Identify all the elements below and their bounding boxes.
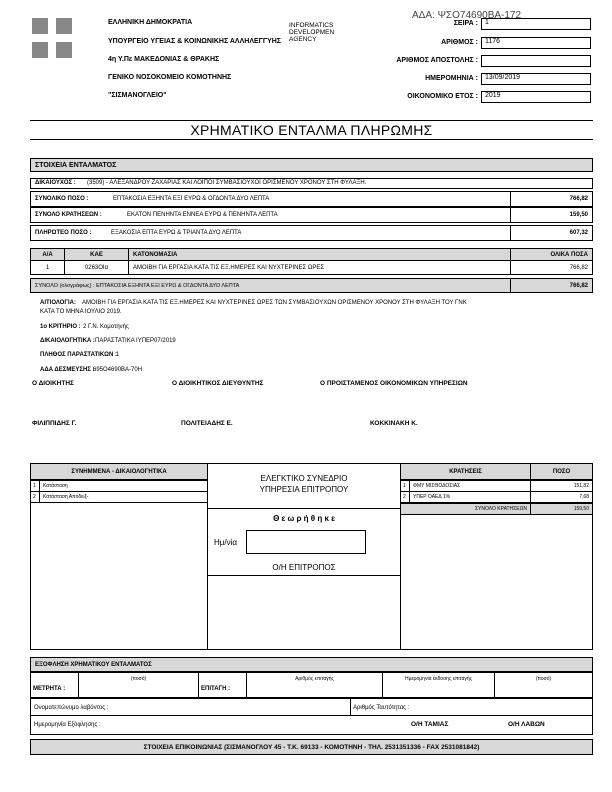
deduction-number: 1	[400, 480, 410, 492]
number-label: ΑΡΙΘΜΟΣ :	[441, 39, 478, 46]
items-total-value: 766,82	[510, 278, 593, 293]
docs-label: ΔΙΚΑΙΟΛΟΓΗΤΙΚΑ :	[40, 338, 95, 344]
id-number-label: Αριθμός Ταυτότητας :	[353, 705, 410, 711]
court-service: ΥΠΗΡΕΣΙΑ ΕΠΙΤΡΟΠΟΥ	[259, 485, 349, 494]
dispatch-number-value	[481, 55, 591, 67]
deductions-value: 159,50	[510, 207, 593, 223]
signatory-name: ΠΟΛΙΤΕΙΑΔΗΣ Ε.	[181, 420, 233, 427]
items-total-words: ΣΥΝΟΛΟ (ολογράφως) : ΕΠΤΑΚΟΣΙΑ ΕΞΗΝΤΑ ΕΞΙ ΕΥΡΩ & ΟΓΔΟΝΤΑ ΔΥΟ ΛΕΠΤΑ	[30, 278, 511, 293]
deduction-amount-heading: ΠΟΣΟ	[530, 463, 593, 480]
signatory-name: ΦΙΛΙΠΠΙΔΗΣ Γ.	[32, 420, 77, 427]
beneficiary-value: (3509) - ΑΛΕΞΑΝΔΡΟΥ ΖΑΧΑΡΙΑΣ ΚΑΙ ΛΟΙΠΟΙ ΣΥΜΒΑΣΙΟΥΧΟΙ ΟΡΙΣΜΕΝΟΥ ΧΡΟΝΟΥ ΣΤΗ ΦΥΛΑΞΗ.	[87, 180, 367, 186]
col-header-kae: ΚΑΕ	[64, 248, 129, 261]
payable-value: 607,32	[510, 225, 593, 241]
attachment-number: 1	[30, 480, 40, 492]
total-amount-label: ΣΥΝΟΛΙΚΟ ΠΟΣΟ :	[35, 196, 89, 202]
payment-heading: ΕΞΟΦΛΗΣΗ ΧΡΗΜΑΤΙΚΟΥ ΕΝΤΑΛΜΑΤΟΣ	[30, 657, 593, 672]
col-header-aa: Α/Α	[30, 248, 65, 261]
fiscal-year-value: 2019	[481, 91, 591, 103]
total-amount-words: ΕΠΤΑΚΟΣΙΑ ΕΞΗΝΤΑ ΕΞΙ ΕΥΡΩ & ΟΓΔΟΝΤΑ ΔΥΟ ΛΕΠΤΑ	[113, 196, 270, 202]
col-header-description: ΚΑΤΟΝΟΜΑΣΙΑ	[128, 248, 511, 261]
col-header-amount: ΟΛΙΚΑ ΠΟΣΑ	[510, 248, 593, 261]
org-line: ΥΠΟΥΡΓΕΙΟ ΥΓΕΙΑΣ & ΚΟΙΝΩΝΙΚΗΣ ΑΛΛΗΛΕΓΓΥΗΣ	[108, 38, 282, 45]
deduction-amount: 151,82	[530, 480, 593, 492]
approved-label: Θ ε ω ρ ή θ η κ ε	[273, 514, 335, 523]
cash-label-cell	[30, 672, 79, 698]
org-line: 4η Υ.Πε ΜΑΚΕΔΟΝΙΑΣ & ΘΡΑΚΗΣ	[108, 56, 220, 63]
date-value: 13/09/2019	[481, 73, 591, 85]
cheque-number-field[interactable]: Αριθμός επιταγής	[246, 672, 383, 698]
signature-role: Ο ΔΙΟΙΚΗΤΗΣ	[32, 380, 74, 387]
cash-label: ΜΕΤΡΗΤΑ :	[33, 686, 66, 692]
docs-value: ΠΑΡΑΣΤΑΤΙΚΑ ΙΥΠΕΡ07/2019	[95, 338, 176, 344]
attachment-number: 2	[30, 491, 40, 503]
org-line: ΓΕΝΙΚΟ ΝΟΣΟΚΟΜΕΙΟ ΚΟΜΟΤΗΝΗΣ	[108, 74, 232, 81]
series-value: 1	[481, 18, 591, 30]
deduction-number: 2	[400, 491, 410, 503]
cheque-amount-field[interactable]: (ποσό)	[494, 672, 593, 698]
count-value: 1	[116, 352, 120, 358]
deductions-label: ΣΥΝΟΛΟ ΚΡΑΤΗΣΕΩΝ :	[35, 212, 102, 218]
count-label: ΠΛΗΘΟΣ ΠΑΡΑΣΤΑΤΙΚΩΝ :	[40, 352, 117, 358]
payable-text-cell	[30, 225, 511, 241]
row-description: ΑΜΟΙΒΗ ΓΙΑ ΕΡΓΑΣΙΑ ΚΑΤΑ ΤΙΣ ΕΞ.ΗΜΕΡΕΣ ΚΑΙ ΝΥΧΤΕΡΙΝΕΣ ΩΡΕΣ	[128, 260, 511, 275]
date-label: ΗΜΕΡΟΜΗΝΙΑ :	[425, 75, 478, 82]
beneficiary-label: ΔΙΚΑΙΟΥΧΟΣ :	[35, 180, 76, 186]
attachment-item: Κατάσταση	[39, 480, 208, 492]
org-line: "ΣΙΣΜΑΝΟΓΛΕΙΟ"	[108, 92, 167, 99]
beneficiary-row	[30, 178, 593, 189]
criterion-label: 1ο ΚΡΙΤΗΡΙΟ :	[40, 324, 81, 330]
ada-commitment-value: 695Ο4690ΒΑ-70Η	[93, 367, 143, 373]
cross-logo	[32, 18, 72, 58]
title-bar	[30, 120, 593, 140]
contact-footer: ΣΤΟΙΧΕΙΑ ΕΠΙΚΟΙΝΩΝΙΑΣ (ΣΙΣΜΑΝΟΓΛΟΥ 45 - Τ.Κ. 69133 - ΚΟΜΟΤΗΝΗ - ΤΗΛ. 2531351336 - FAX 2531081842)	[30, 739, 593, 755]
approval-date-label: Ημ/νία	[214, 538, 238, 547]
payable-words: ΕΞΑΚΟΣΙΑ ΕΠΤΑ ΕΥΡΩ & ΤΡΙΑΝΤΑ ΔΥΟ ΛΕΠΤΑ	[111, 230, 242, 236]
digital-signature-stamp: INFORMATICS DEVELOPMEN AGENCY	[289, 22, 335, 43]
attachment-item: Κατάσταση Απόδειξ-	[39, 491, 208, 503]
payable-label: ΠΛΗΡΩΤΕΟ ΠΟΣΟ :	[35, 230, 92, 236]
ada-number: ΑΔΑ: ΨΣΟ74690ΒΑ-172	[412, 10, 522, 21]
attachments-heading: ΣΥΝΗΜΜΕΝΑ - ΔΙΚΑΙΟΛΟΓΗΤΙΚΑ	[30, 463, 208, 480]
section-heading-bar	[30, 158, 593, 172]
receiver-signature-label: Ο/Η ΛΑΒΩΝ	[508, 721, 545, 728]
row-aa: 1	[30, 260, 65, 275]
cheque-date-field[interactable]: Ημερομηνία έκδοσης επιταγής	[382, 672, 495, 698]
deductions-total-label: ΣΥΝΟΛΟ ΚΡΑΤΗΣΕΩΝ	[400, 503, 531, 515]
deductions-text-cell	[30, 207, 511, 223]
reason-label: ΑΙΤΙΟΛΟΓΙΑ:	[40, 300, 76, 306]
receiver-row	[30, 698, 593, 716]
row-kae: 0263ΟΙα	[64, 260, 129, 275]
deductions-total-value: 159,50	[530, 503, 593, 515]
receiver-name-label: Ονοματεπώνυμο λαβόντος :	[34, 705, 109, 711]
dispatch-number-label: ΑΡΙΘΜΟΣ ΑΠΟΣΤΟΛΗΣ :	[396, 57, 478, 64]
payment-date-row	[30, 715, 593, 735]
deduction-name: ΥΠΕΡ ΟΑΕΔ 1%	[409, 491, 531, 503]
criterion-value: 2 Γ.Ν. Κομοτηνής	[83, 324, 129, 330]
approval-date-field[interactable]	[246, 530, 366, 554]
row-amount: 766,82	[510, 260, 593, 275]
cheque-label: ΕΠΙΤΑΓΗ :	[201, 686, 231, 692]
cashier-label: Ο/Η ΤΑΜΙΑΣ	[411, 721, 449, 728]
deduction-amount: 7,68	[530, 491, 593, 503]
cash-amount-field[interactable]: (ποσό)	[78, 672, 199, 698]
fiscal-year-label: ΟΙΚΟΝΟΜΙΚΟ ΕΤΟΣ :	[407, 93, 478, 100]
reason-text-cont: ΚΑΤΑ ΤΟ ΜΗΝΑ ΙΟΥΛΙΟ 2019.	[40, 309, 122, 315]
document-title: ΧΡΗΜΑΤΙΚΟ ΕΝΤΑΛΜΑ ΠΛΗΡΩΜΗΣ	[190, 122, 433, 138]
number-value: 1176	[481, 37, 591, 49]
series-label: ΣΕΙΡΑ :	[453, 20, 478, 27]
section-heading: ΣΤΟΙΧΕΙΑ ΕΝΤΑΛΜΑΤΟΣ	[35, 162, 117, 169]
total-amount-text-cell	[30, 191, 511, 207]
reason-text: ΑΜΟΙΒΗ ΓΙΑ ΕΡΓΑΣΙΑ ΚΑΤΑ ΤΙΣ ΕΞ.ΗΜΕΡΕΣ ΚΑΙ ΝΥΧΤΕΡΙΝΕΣ ΩΡΕΣ ΤΩΝ ΣΥΜΒΑΣΙΟΥΧΩΝ ΟΡΙΣΜΕΝΟΥ ΧΡΟΝΟΥ ΣΤΗ ΦΥΛΑΞΗ ΤΟΥ ΓΝΚ	[82, 300, 467, 306]
ada-commitment-label: ΑΔΑ ΔΕΣΜΕΥΣΗΣ :	[40, 367, 95, 373]
org-line: ΕΛΛΗΝΙΚΗ ΔΗΜΟΚΡΑΤΙΑ	[108, 19, 193, 26]
signature-role: Ο ΠΡΟΙΣΤΑΜΕΝΟΣ ΟΙΚΟΝΟΜΙΚΩΝ ΥΠΗΡΕΣΙΩΝ	[320, 380, 468, 387]
cheque-label-cell	[198, 672, 247, 698]
signatory-name: ΚΟΚΚΙΝΑΚΗ Κ.	[370, 420, 418, 427]
deduction-name: ΦΜΥ ΜΙΣΘΟΔΟΣΙΑΣ	[409, 480, 531, 492]
total-amount-value: 766,82	[510, 191, 593, 207]
court-name: ΕΛΕΓΚΤΙΚΟ ΣΥΝΕΔΡΙΟ	[260, 474, 348, 483]
signature-role: Ο ΔΙΟΙΚΗΤΙΚΟΣ ΔΙΕΥΘΥΝΤΗΣ	[172, 380, 264, 387]
deductions-words: ΕΚΑΤΟΝ ΠΕΝΗΝΤΑ ΕΝΝΕΑ ΕΥΡΩ & ΠΕΝΗΝΤΑ ΛΕΠΤΑ	[127, 212, 278, 218]
deductions-heading: ΚΡΑΤΗΣΕΙΣ	[400, 463, 531, 480]
commissioner-label: Ο/Η ΕΠΙΤΡΟΠΟΣ	[272, 563, 336, 572]
payment-date-label: Ημερομηνία Εξόφλησης :	[34, 722, 101, 728]
